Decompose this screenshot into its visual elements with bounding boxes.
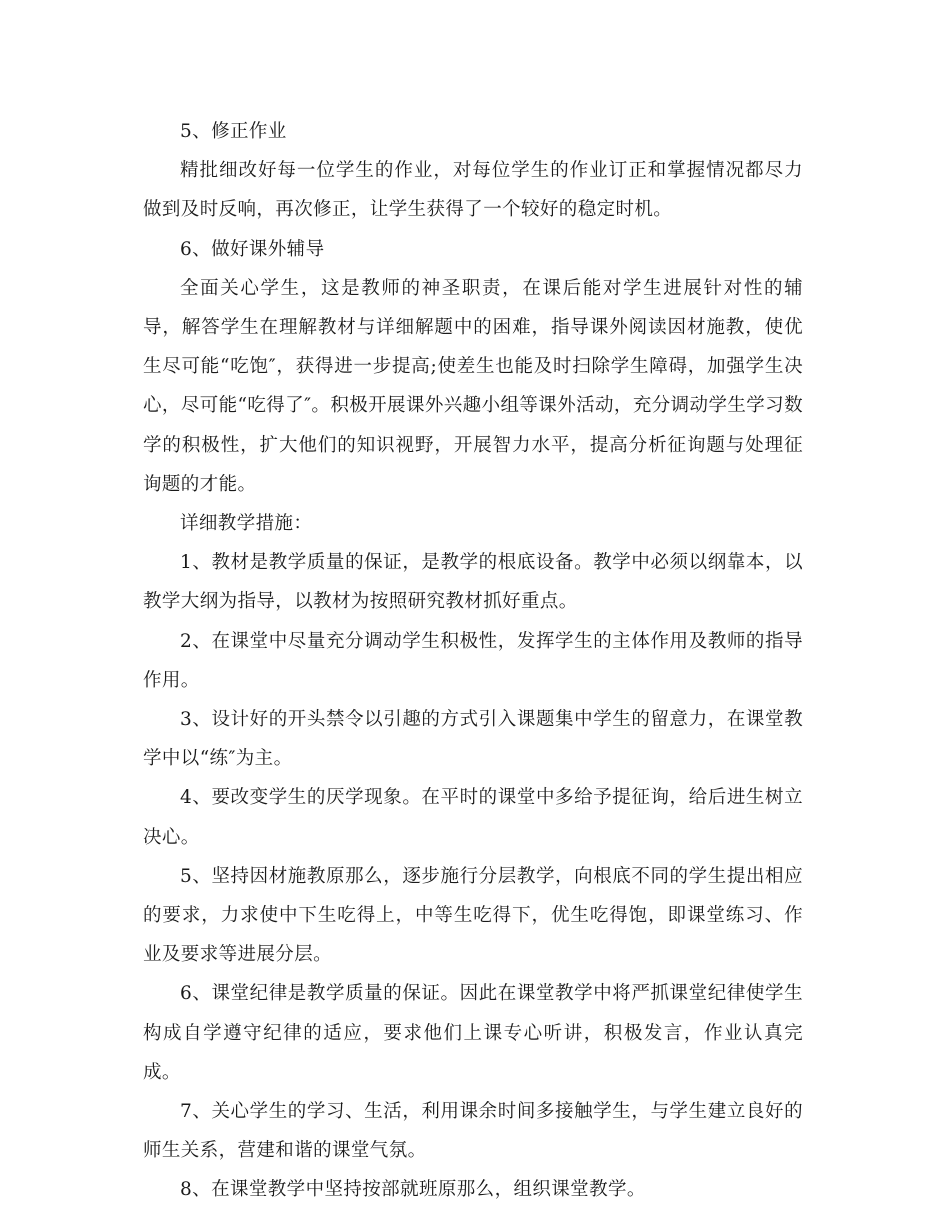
measure-item-5: 5、坚持因材施教原那么，逐步施行分层教学，向根底不同的学生提出相应的要求，力求使中下生吃得上，中等生吃得下，优生吃得饱，即课堂练习、作业及要求等进展分层。	[143, 865, 803, 966]
measure-item-3: 3、设计好的开头禁令以引趣的方式引入课题集中学生的留意力，在课堂教学中以“练″为主。	[143, 709, 803, 770]
document-page	[143, 112, 803, 1210]
measure-item-7: 7、关心学生的学习、生活，利用课余时间多接触学生，与学生建立良好的师生关系，营建和谐的课堂气氛。	[143, 1101, 803, 1162]
measure-item-8: 8、在课堂教学中坚持按部就班原那么，组织课堂教学。	[180, 1179, 646, 1201]
paragraph-tutoring: 全面关心学生，这是教师的神圣职责，在课后能对学生进展针对性的辅导，解答学生在理解教材与详细解题中的困难，指导课外阅读因材施教，使优生尽可能“吃饱″，获得进一步提高;使差生也能及时扫除学生障碍，加强学生决心，尽可能“吃得了″。积极开展课外兴趣小组等课外活动，充分调动学生学习数学的积极性，扩大他们的知识视野，开展智力水平，提高分析征询题与处理征询题的才能。	[143, 277, 803, 495]
paragraph-homework-correction: 精批细改好每一位学生的作业，对每位学生的作业订正和掌握情况都尽力做到及时反响，再次修正，让学生获得了一个较好的稳定时机。	[143, 160, 803, 221]
section-heading-teaching-measures: 详细教学措施：	[180, 513, 313, 535]
measure-item-1: 1、教材是教学质量的保证，是教学的根底设备。教学中必须以纲靠本，以教学大纲为指导，以教材为按照研究教材抓好重点。	[143, 552, 803, 613]
section-heading-tutoring: 6、做好课外辅导	[180, 238, 325, 260]
measure-item-2: 2、在课堂中尽量充分调动学生积极性，发挥学生的主体作用及教师的指导作用。	[143, 630, 803, 691]
measure-item-6: 6、课堂纪律是教学质量的保证。因此在课堂教学中将严抓课堂纪律使学生构成自学遵守纪律的适应，要求他们上课专心听讲，积极发言，作业认真完成。	[143, 983, 803, 1083]
section-heading-correct-homework: 5、修正作业	[180, 121, 287, 142]
measure-item-4: 4、要改变学生的厌学现象。在平时的课堂中多给予提征询，给后进生树立决心。	[143, 787, 803, 848]
